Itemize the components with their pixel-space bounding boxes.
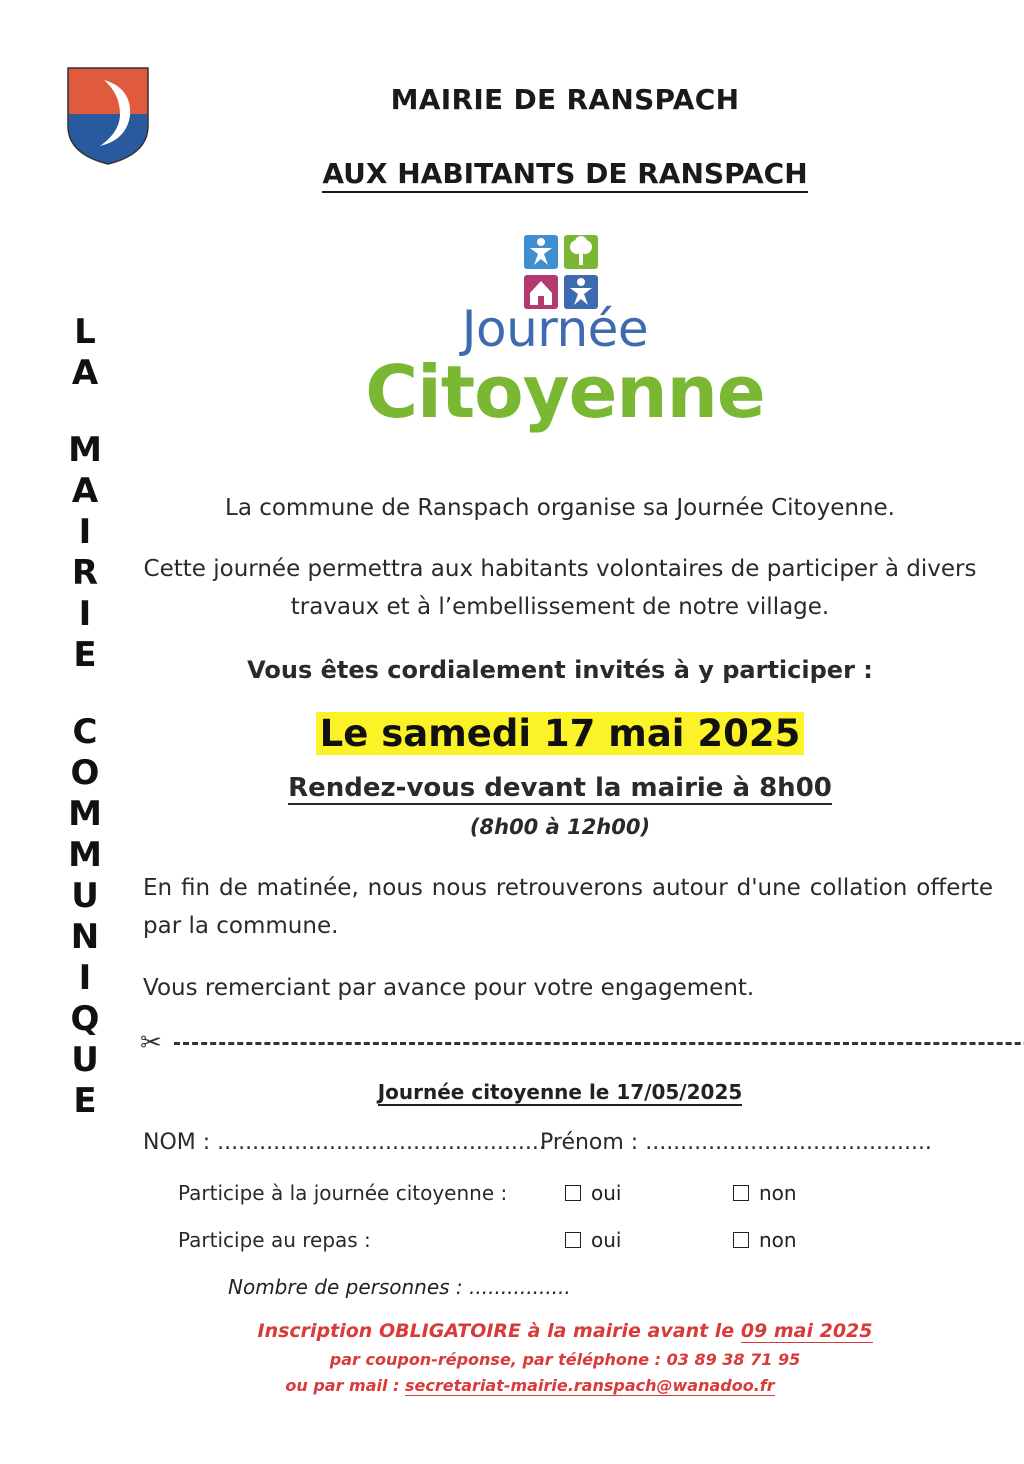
mail-prefix: ou par mail : — [285, 1376, 405, 1395]
invitation-text: Vous êtes cordialement invités à y participer : — [247, 656, 873, 684]
event-hours: (8h00 à 12h00) — [469, 815, 651, 839]
banner-letter: A — [71, 353, 99, 393]
banner-letter: R — [71, 553, 99, 593]
collation-paragraph: En fin de matinée, nous nous retrouverons autour d'une collation offerte par la commune. — [143, 875, 993, 939]
participation-non-checkbox[interactable] — [733, 1181, 797, 1205]
cut-line — [140, 1028, 960, 1058]
page-subtitle — [290, 157, 840, 190]
contact-phone: par coupon-réponse, par téléphone : 03 89 38 71 95 — [329, 1350, 801, 1369]
banner-letter: I — [78, 512, 92, 552]
checkbox-box[interactable] — [565, 1185, 581, 1201]
deadline-date: 09 mai 2025 — [740, 1320, 873, 1342]
checkbox-label: oui — [591, 1181, 622, 1205]
banner-letter: O — [70, 753, 100, 793]
checkbox-label: non — [759, 1228, 797, 1252]
repas-oui-checkbox[interactable] — [565, 1228, 621, 1252]
intro-paragraph-2: Cette journée permettra aux habitants volontaires de participer à divers travaux et à l’embellissement de notre village. — [143, 556, 977, 620]
participation-oui-checkbox[interactable] — [565, 1181, 621, 1205]
banner-gap — [55, 676, 115, 712]
checkbox-box[interactable] — [565, 1232, 581, 1248]
meeting-point — [260, 773, 860, 803]
checkbox-box[interactable] — [733, 1185, 749, 1201]
subtitle-text: AUX HABITANTS DE RANSPACH — [322, 157, 807, 193]
banner-letter: E — [73, 635, 97, 675]
banner-letter: Q — [70, 999, 100, 1039]
banner-letter: E — [73, 1081, 97, 1121]
banner-letter: I — [78, 594, 92, 634]
prenom-field[interactable]: Prénom : ......................................... — [540, 1130, 932, 1155]
meeting-point-text: Rendez-vous devant la mairie à 8h00 — [288, 773, 832, 803]
event-date-text: Le samedi 17 mai 2025 — [316, 712, 805, 755]
contact-mail — [200, 1376, 860, 1395]
page-title: MAIRIE DE RANSPACH — [390, 83, 740, 116]
checkbox-label: non — [759, 1181, 797, 1205]
banner-gap — [55, 394, 115, 430]
coupon-title — [300, 1080, 820, 1104]
inscription-notice — [200, 1320, 930, 1342]
repas-question: Participe au repas : — [178, 1228, 371, 1252]
logo-citoyenne-text: Citoyenne — [365, 350, 765, 434]
inscription-text: Inscription OBLIGATOIRE à la mairie avant le — [257, 1320, 741, 1342]
coupon-title-text: Journée citoyenne le 17/05/2025 — [377, 1080, 743, 1104]
scissors-icon: ✂ — [140, 1028, 162, 1058]
dashed-divider — [174, 1042, 1024, 1045]
intro-paragraph-1: La commune de Ranspach organise sa Journée Citoyenne. — [225, 495, 895, 521]
banner-letter: M — [68, 835, 102, 875]
banner-letter: A — [71, 471, 99, 511]
thanks-paragraph: Vous remerciant par avance pour votre engagement. — [143, 975, 755, 1001]
email-link[interactable]: secretariat-mairie.ranspach@wanadoo.fr — [405, 1376, 775, 1395]
coat-of-arms-logo — [66, 66, 150, 166]
nombre-personnes-field[interactable]: Nombre de personnes : ................ — [228, 1275, 571, 1299]
checkbox-label: oui — [591, 1228, 622, 1252]
banner-letter: N — [70, 917, 100, 957]
banner-letter: M — [68, 430, 102, 470]
nom-field[interactable]: NOM : ............................................... — [143, 1130, 546, 1155]
repas-non-checkbox[interactable] — [733, 1228, 797, 1252]
banner-letter: L — [74, 312, 96, 352]
logo-journee-text: Journée — [461, 300, 649, 358]
banner-letter: M — [68, 794, 102, 834]
banner-letter: I — [78, 958, 92, 998]
participation-question: Participe à la journée citoyenne : — [178, 1181, 508, 1205]
banner-letter: U — [71, 876, 99, 916]
side-banner-la-mairie-communique — [55, 312, 115, 1122]
event-date — [300, 712, 820, 755]
banner-letter: U — [71, 1040, 99, 1080]
banner-letter: C — [72, 712, 98, 752]
checkbox-box[interactable] — [733, 1232, 749, 1248]
